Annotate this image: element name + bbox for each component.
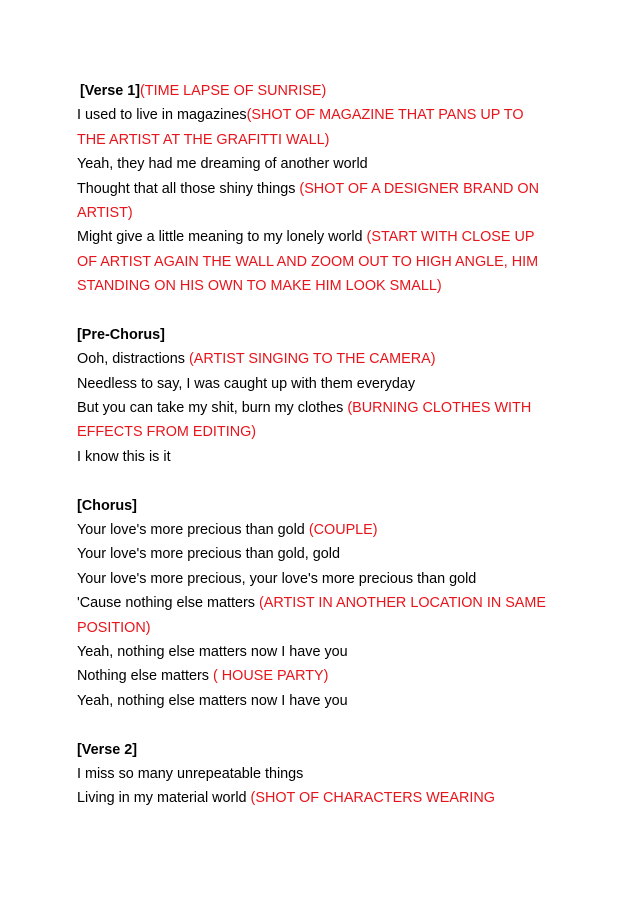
lyric-text: Your love's more precious than gold [77,522,309,539]
direction-note: THE ARTIST AT THE GRAFITTI WALL) [77,131,330,148]
direction-note: (BURNING CLOTHES WITH [347,400,532,417]
verse1-heading-line [77,79,597,103]
prechorus-heading-line [77,323,597,347]
direction-note: ARTIST) [77,204,133,221]
lyric-line [77,664,597,688]
lyric-line [77,347,597,371]
lyric-line [77,445,597,469]
lyric-line [77,786,597,810]
lyric-line [77,420,597,444]
lyric-text: Your love's more precious, your love's more precious than gold [77,570,477,587]
direction-note: EFFECTS FROM EDITING) [77,424,257,441]
direction-note: (SHOT OF MAGAZINE THAT PANS UP TO [246,107,524,124]
section-gap [77,299,597,323]
direction-note: OF ARTIST AGAIN THE WALL AND ZOOM OUT TO HIGH ANGLE, HIM [77,253,539,270]
lyric-line [77,372,597,396]
lyric-line [77,689,597,713]
lyric-text: Living in my material world [77,790,251,807]
lyric-line [77,103,597,127]
direction-note: STANDING ON HIS OWN TO MAKE HIM LOOK SMALL) [77,278,442,295]
lyric-text: Ooh, distractions [77,351,189,368]
lyric-text: Thought that all those shiny things [77,180,300,197]
direction-note: (ARTIST IN ANOTHER LOCATION IN SAME [258,595,546,612]
section-heading: [Pre-Chorus] [77,326,165,343]
chorus-heading-line [77,494,597,518]
lyric-line [77,274,597,298]
section-heading: [Verse 2] [77,741,138,758]
lyric-line [77,591,597,615]
lyrics-document [77,79,597,811]
lyric-line [77,542,597,566]
lyric-line [77,616,597,640]
lyric-text: I miss so many unrepeatable things [77,765,304,782]
lyric-text: Your love's more precious than gold, gold [77,546,341,563]
lyric-text: I used to live in magazines [77,107,247,124]
direction-note: (COUPLE) [308,522,378,539]
lyric-line [77,396,597,420]
direction-note: (ARTIST SINGING TO THE CAMERA) [188,351,436,368]
lyric-text: Yeah, they had me dreaming of another world [77,156,368,173]
lyric-line [77,518,597,542]
direction-note: (TIME LAPSE OF SUNRISE) [140,83,327,99]
lyric-text: Nothing else matters [77,668,213,685]
direction-note: (SHOT OF A DESIGNER BRAND ON [299,180,540,197]
lyric-text: 'Cause nothing else matters [77,595,259,612]
lyric-line [77,567,597,591]
lyric-text: Needless to say, I was caught up with them everyday [77,375,416,392]
lyric-text: But you can take my shit, burn my clothes [77,400,348,417]
direction-note: (SHOT OF CHARACTERS WEARING [250,790,495,807]
lyric-line [77,152,597,176]
lyric-line [77,640,597,664]
section-heading: [Verse 1] [80,83,141,99]
direction-note: POSITION) [77,619,151,636]
verse2-heading-line [77,738,597,762]
lyric-text: Yeah, nothing else matters now I have you [77,643,348,660]
lyric-text: Yeah, nothing else matters now I have you [77,692,348,709]
section-gap [77,713,597,737]
lyric-line [77,128,597,152]
direction-note: (START WITH CLOSE UP [366,229,535,246]
lyric-text: I know this is it [77,448,171,465]
section-heading: [Chorus] [77,497,137,514]
lyric-line [77,762,597,786]
lyric-line [77,177,597,201]
direction-note: ( HOUSE PARTY) [212,668,329,685]
lyric-line [77,250,597,274]
lyric-line [77,225,597,249]
lyric-text: Might give a little meaning to my lonely world [77,229,367,246]
section-gap [77,469,597,493]
lyric-line [77,201,597,225]
